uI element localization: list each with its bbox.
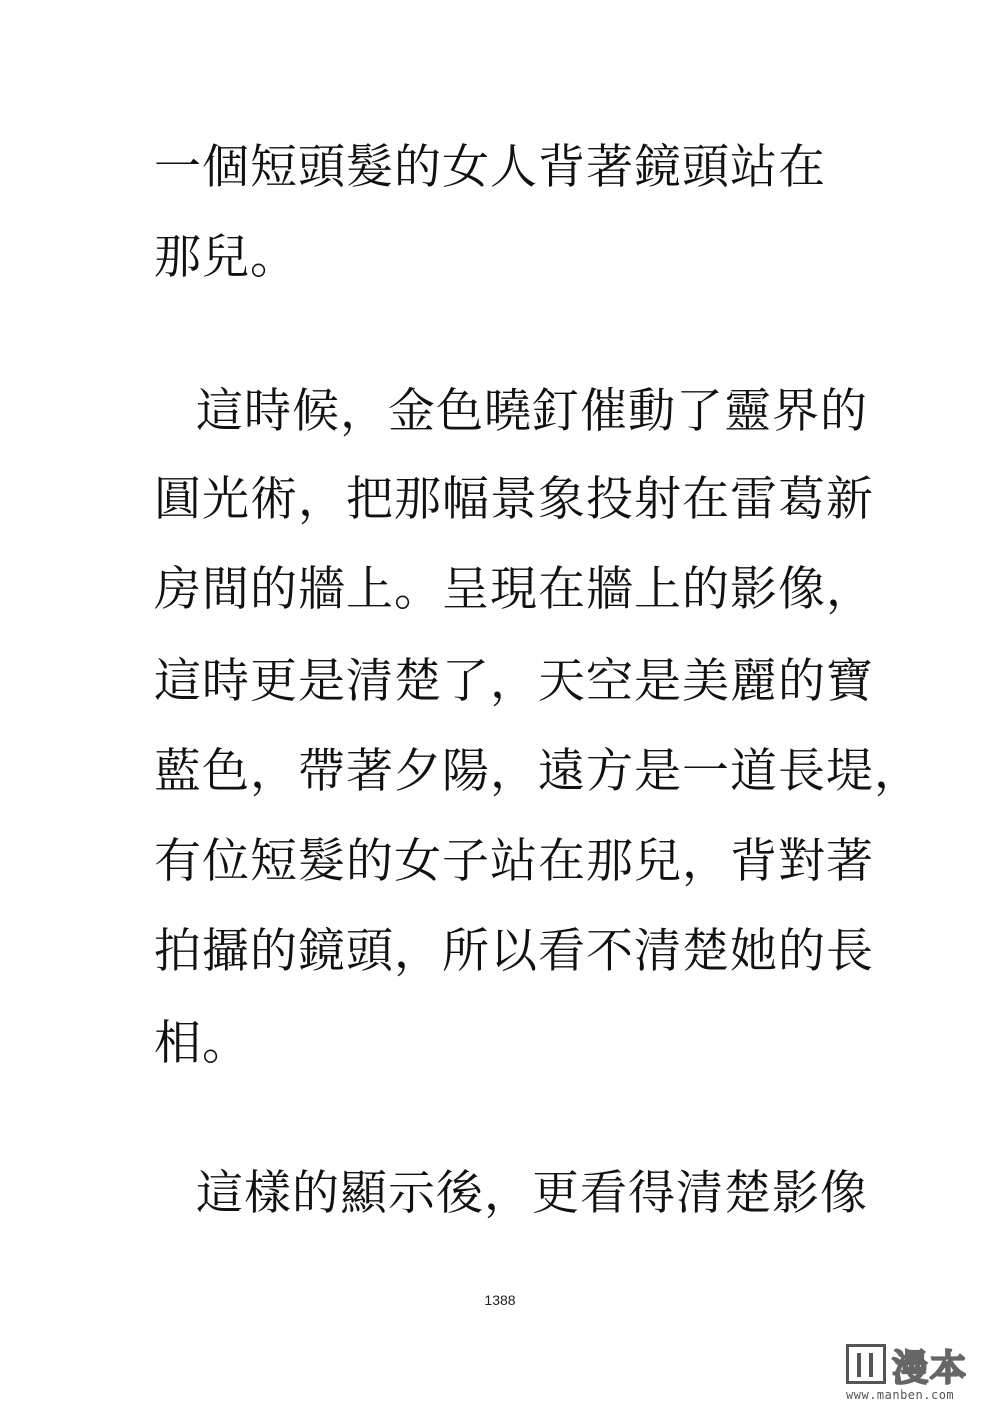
text-line-1: 一個短頭髮的女人背著鏡頭站在 (154, 140, 826, 195)
text-line-11: 這樣的顯示後，更看得清楚影像 (196, 1166, 868, 1221)
text-line-3: 這時候，金色曉釘催動了靈界的 (196, 384, 868, 439)
page-number: 1388 (484, 1292, 516, 1308)
watermark (846, 1340, 986, 1404)
text-line-4: 圓光術，把那幅景象投射在雷葛新 (154, 472, 874, 527)
text-line-6: 這時更是清楚了，天空是美麗的寶 (154, 654, 874, 709)
text-line-2: 那兒。 (154, 230, 298, 285)
watermark-logo-text: 漫本 (892, 1348, 969, 1389)
watermark-logo-icon (846, 1344, 886, 1384)
watermark-url: www.manben.com (846, 1388, 955, 1402)
text-line-9: 拍攝的鏡頭，所以看不清楚她的長 (154, 924, 874, 979)
text-line-5: 房間的牆上。呈現在牆上的影像， (154, 562, 874, 617)
text-line-10: 相。 (154, 1016, 250, 1071)
text-line-8: 有位短髮的女子站在那兒，背對著 (154, 834, 874, 889)
text-line-7: 藍色，帶著夕陽，遠方是一道長堤， (154, 744, 922, 799)
